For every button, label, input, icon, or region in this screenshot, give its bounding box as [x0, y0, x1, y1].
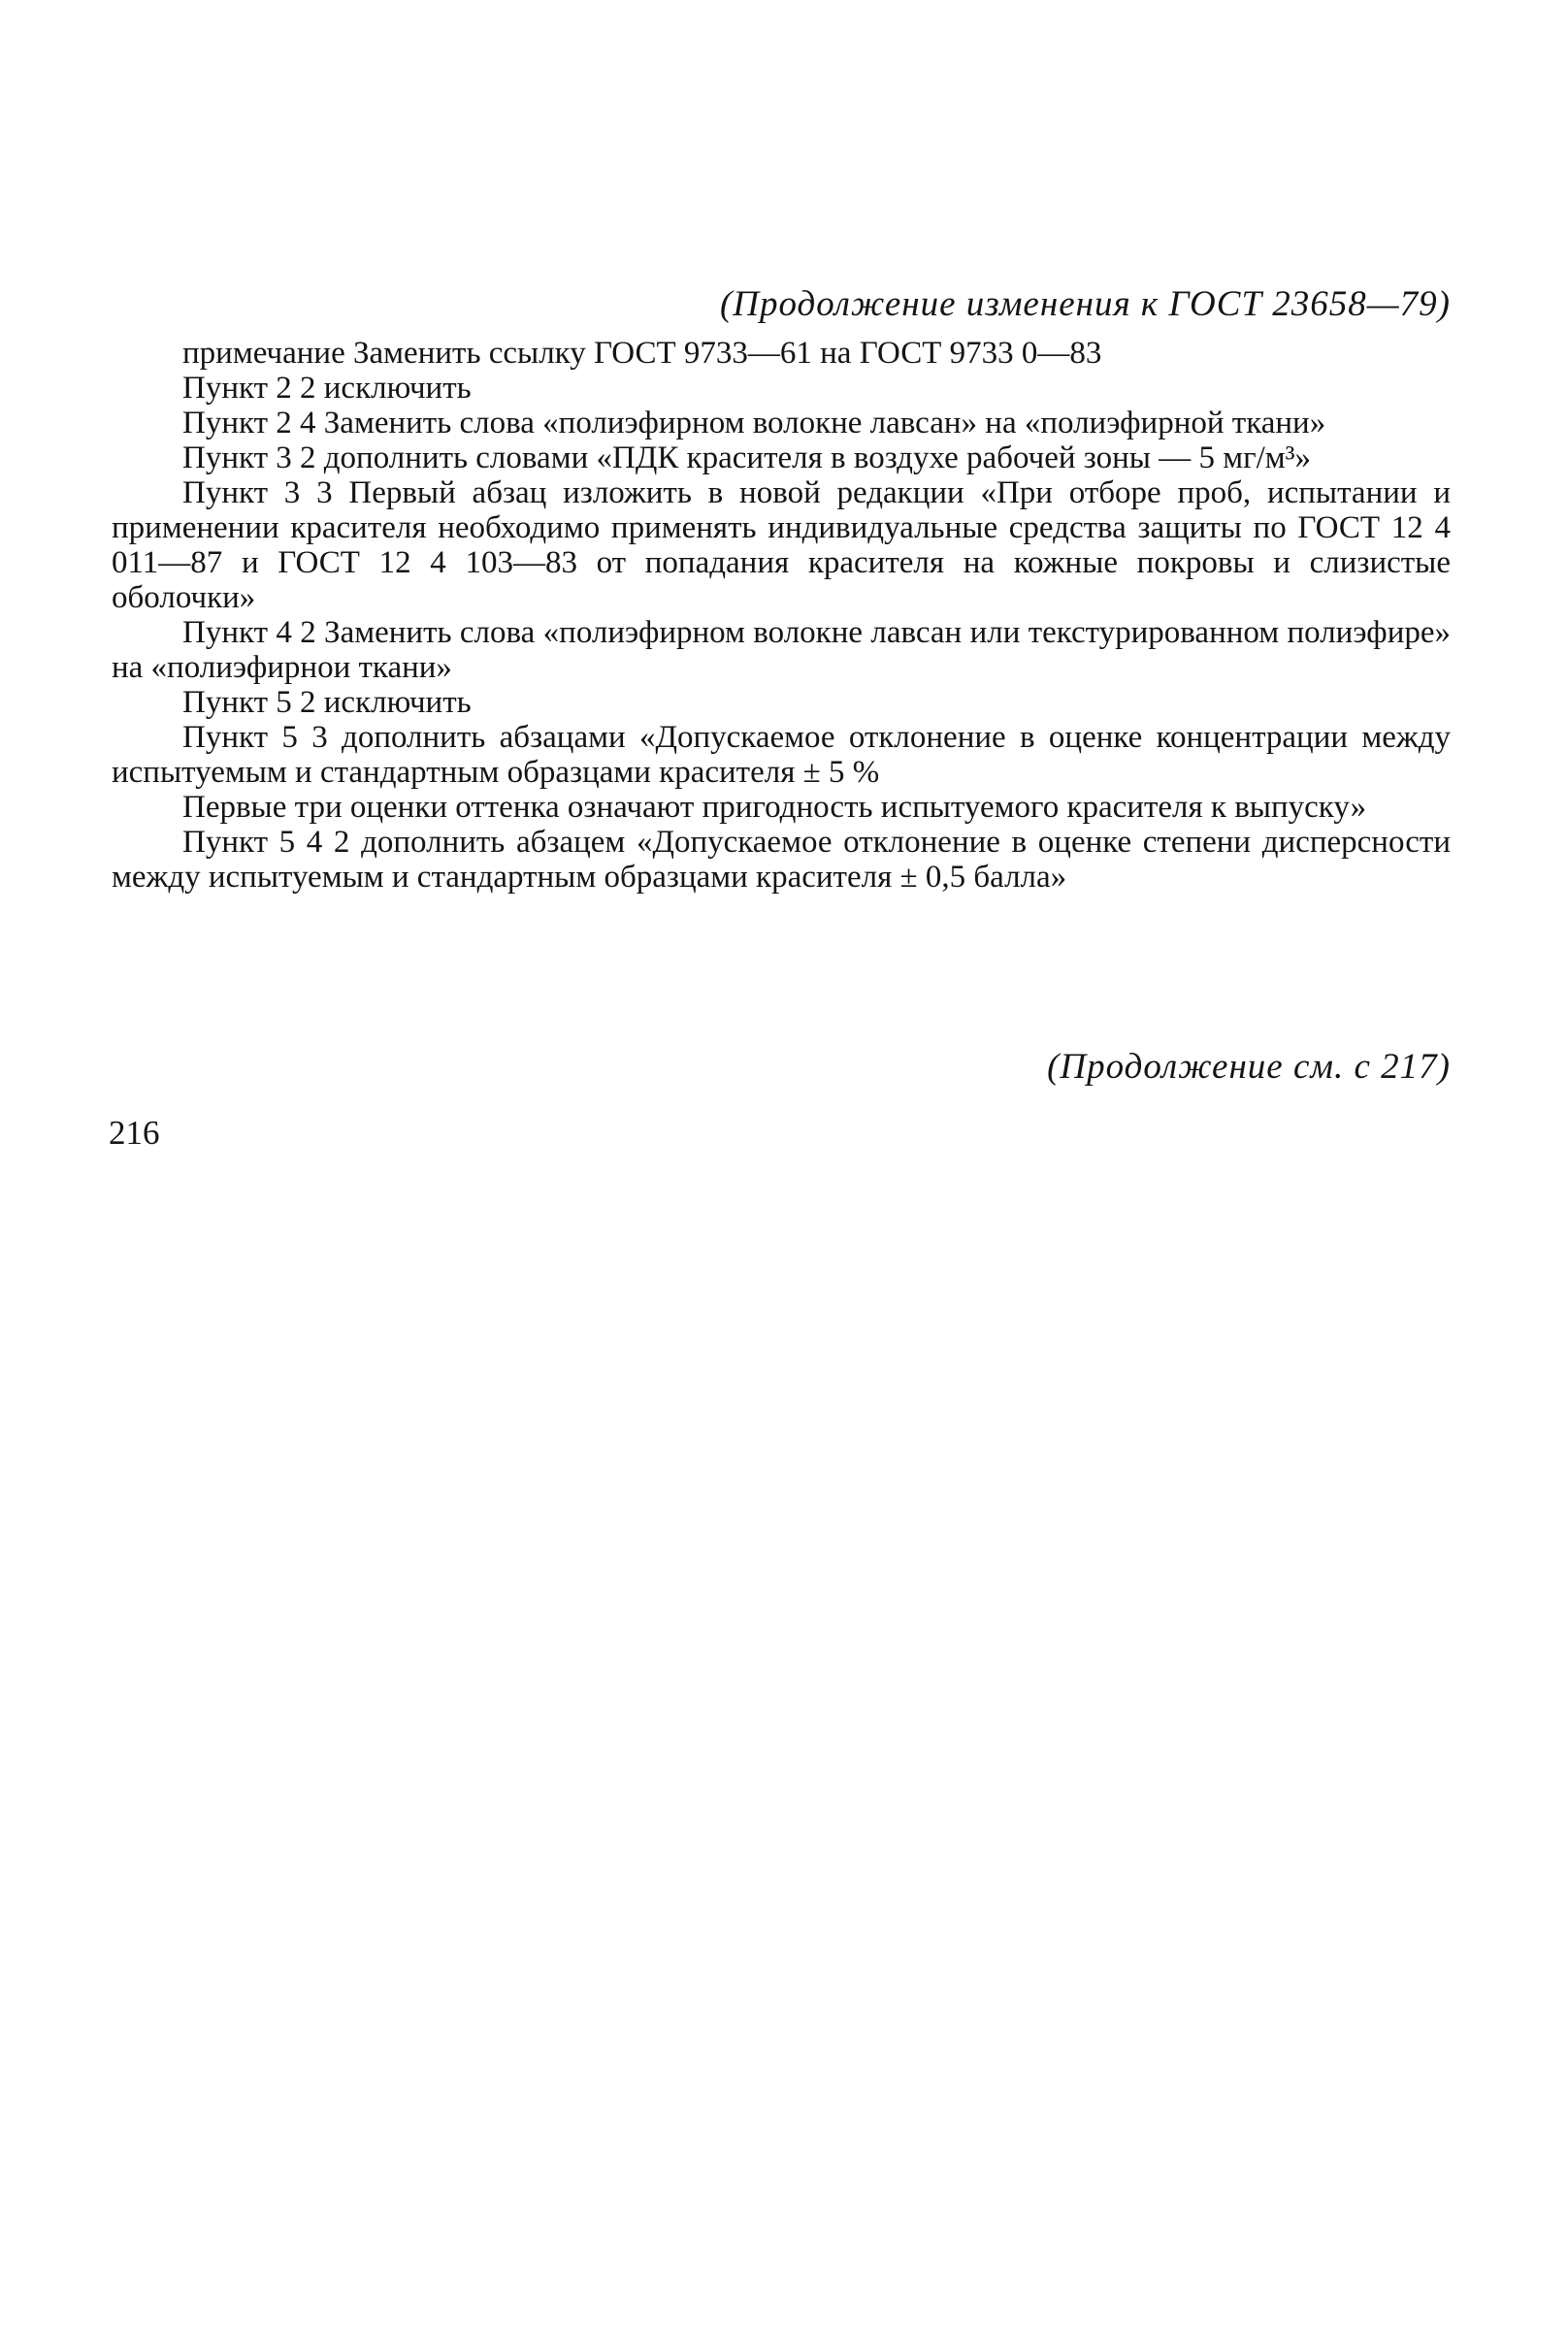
paragraph-item-3-3: Пункт 3 3 Первый абзац изложить в новой редакции «При отборе проб, испытании и применении красителя необходимо применять индивидуальные средства защиты по ГОСТ 12 4 011—87 и ГОСТ 12 4 103—83 от попадания красителя на кожные покровы и слизистые оболочки» — [112, 475, 1451, 615]
paragraph-item-5-4-2: Пункт 5 4 2 дополнить абзацем «Допускаемое отклонение в оценке степени дисперсности между испытуемым и стандартным образцами красителя ± 0,5 балла» — [112, 825, 1451, 895]
paragraph-item-3-2: Пункт 3 2 дополнить словами «ПДК красителя в воздухе рабочей зоны — 5 мг/м³» — [182, 440, 1312, 475]
continuation-footer: (Продолжение см. с 217) — [1047, 1047, 1451, 1087]
paragraph-item-2-2: Пункт 2 2 исключить — [182, 371, 472, 406]
paragraph-item-4-2: Пункт 4 2 Заменить слова «полиэфирном волокне лавсан или текстурированном полиэфире» на «полиэфирнои ткани» — [112, 615, 1451, 685]
continuation-header: (Продолжение изменения к ГОСТ 23658—79) — [719, 284, 1451, 324]
paragraph-note-reference: примечание Заменить ссылку ГОСТ 9733—61 на ГОСТ 9733 0—83 — [182, 336, 1102, 371]
paragraph-item-5-2: Пункт 5 2 исключить — [182, 685, 472, 720]
paragraph-shade-assessment: Первые три оценки оттенка означают пригодность испытуемого красителя к выпуску» — [182, 790, 1367, 825]
amendment-body — [112, 336, 1451, 895]
paragraph-item-2-4: Пункт 2 4 Заменить слова «полиэфирном волокне лавсан» на «полиэфирной ткани» — [182, 406, 1326, 440]
page-number: 216 — [109, 1114, 160, 1152]
paragraph-item-5-3: Пункт 5 3 дополнить абзацами «Допускаемое отклонение в оценке концентрации между испытуемым и стандартным образцами красителя ± 5 % — [112, 720, 1451, 790]
